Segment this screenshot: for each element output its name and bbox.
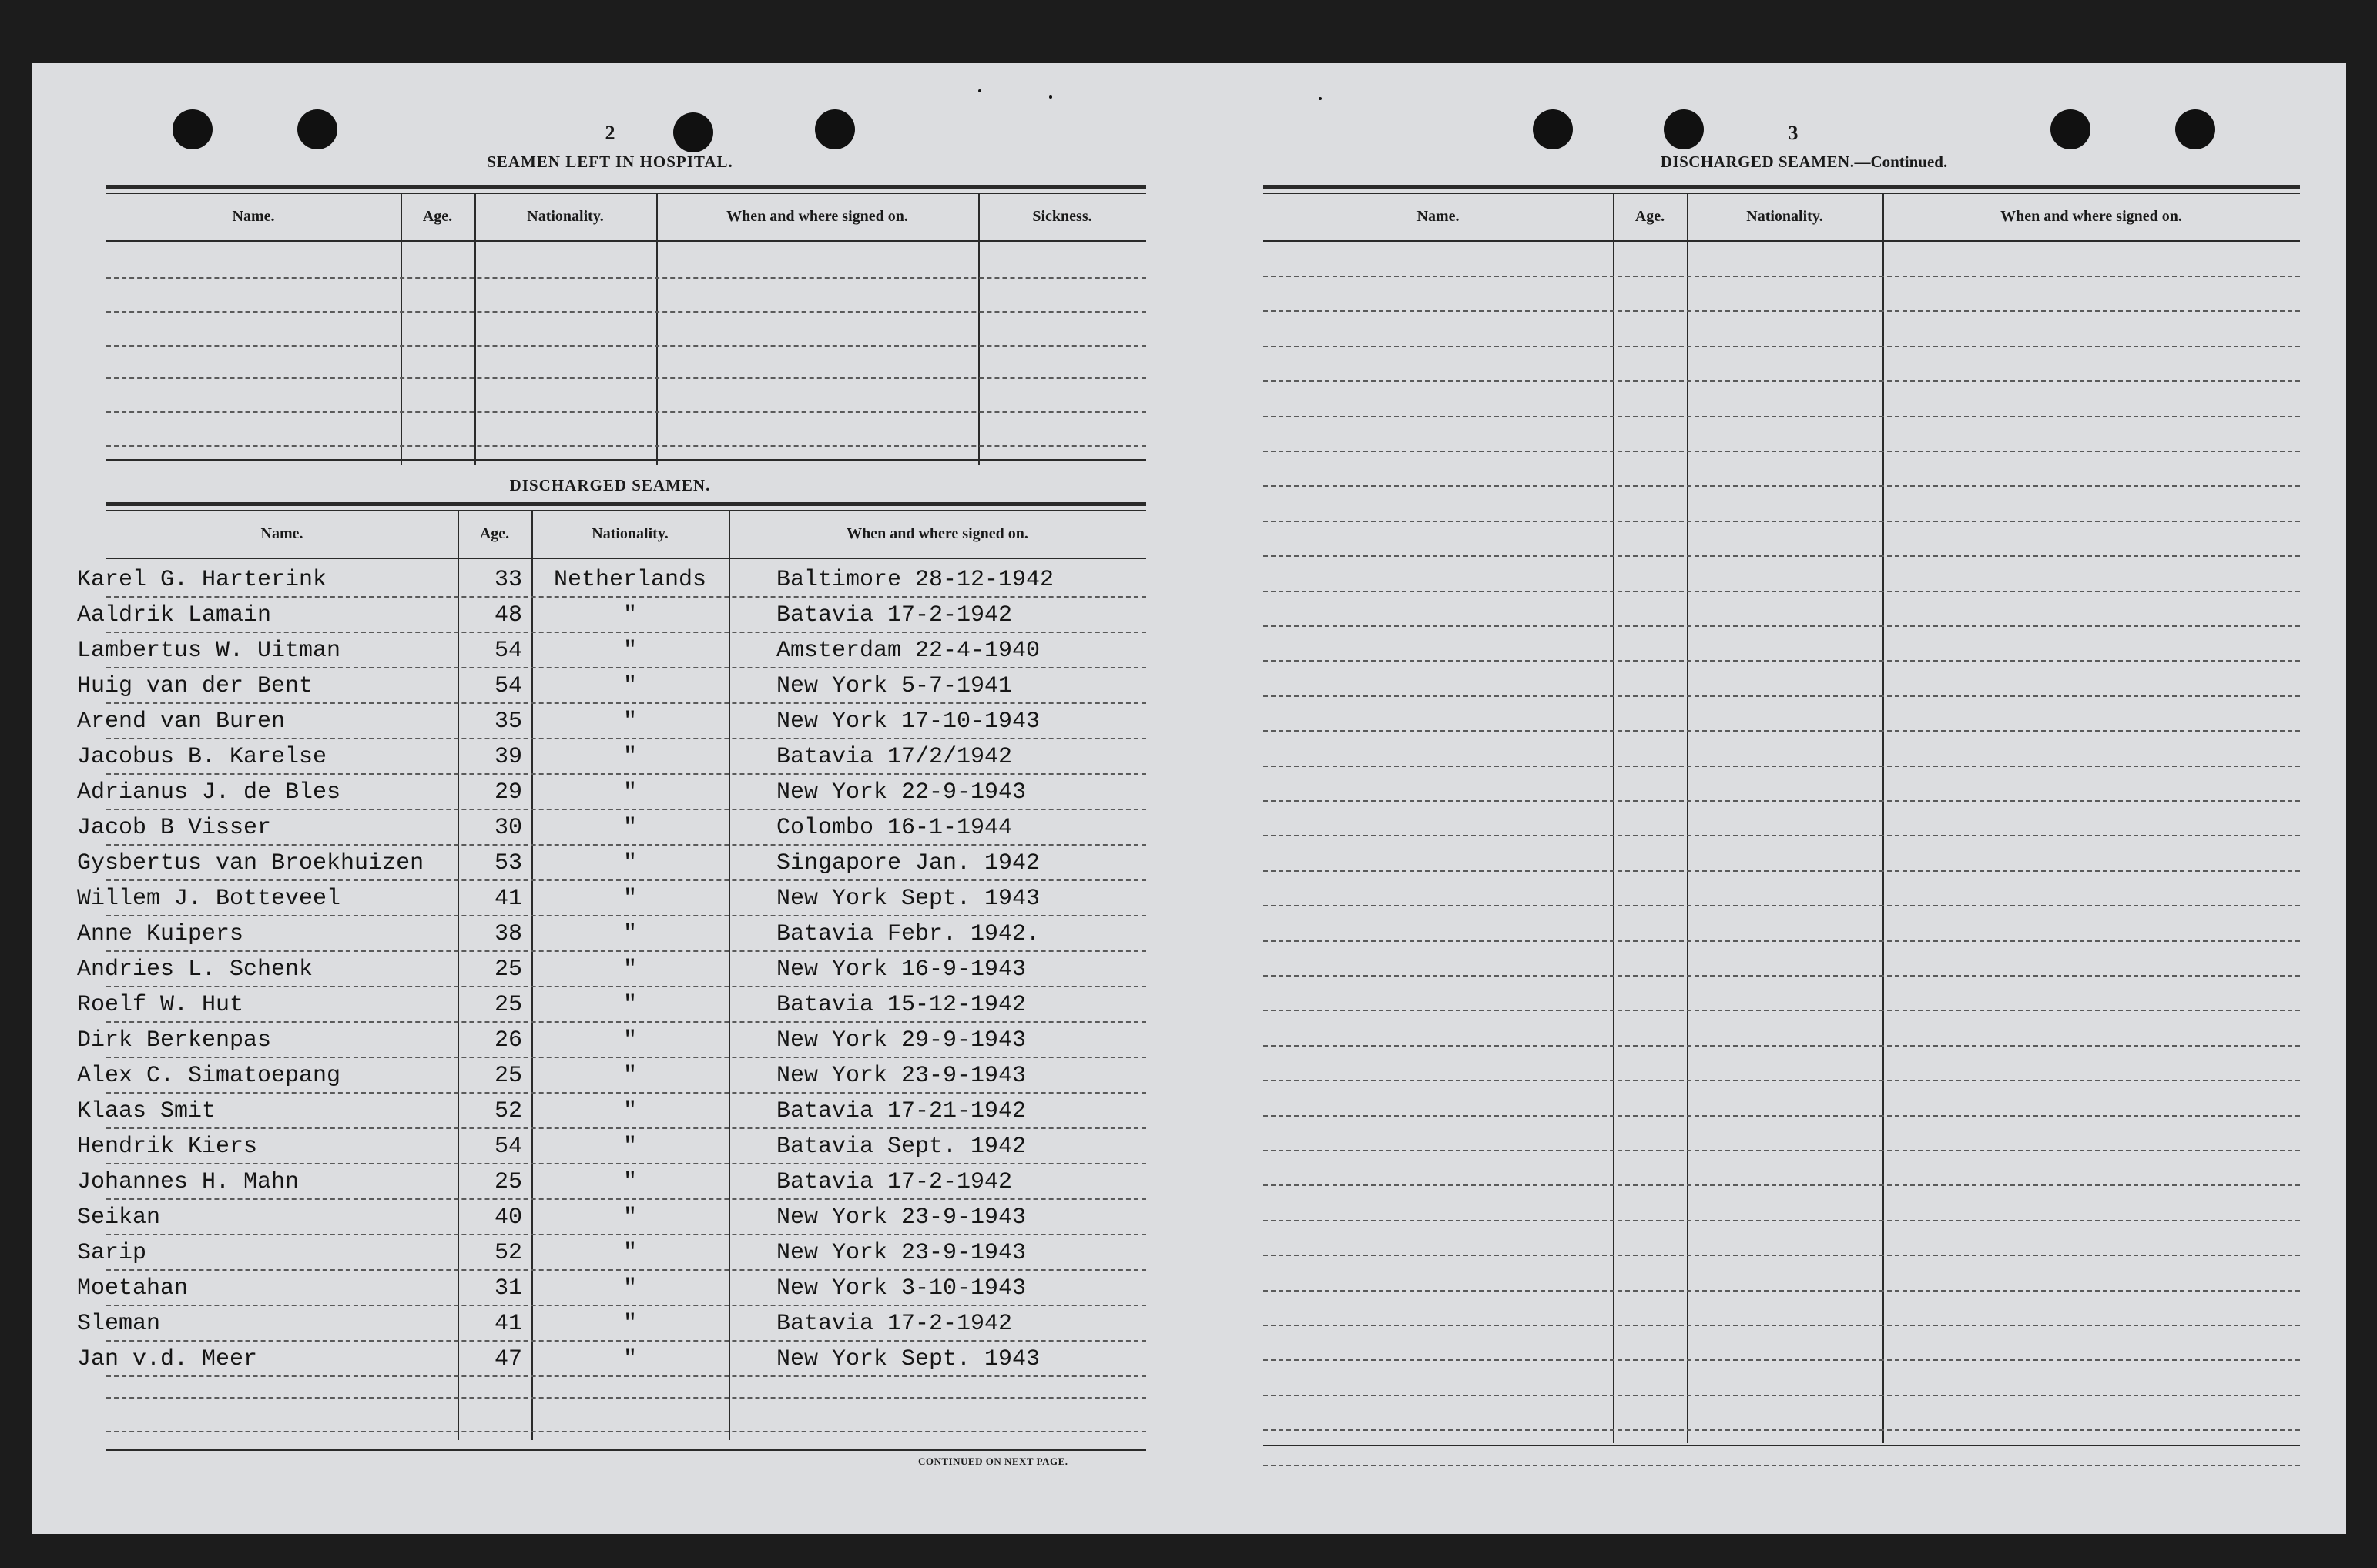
- table-row: [77, 1092, 1146, 1127]
- seaman-signed-on: Batavia 17/2/1942: [776, 744, 1013, 770]
- seaman-age: 35: [494, 709, 522, 735]
- table-row: [77, 915, 1146, 950]
- blank-row-line: [1263, 940, 2300, 942]
- seaman-nationality: ": [622, 602, 637, 628]
- blank-row-line: [1263, 905, 2300, 906]
- discharged-col-name: Name.: [260, 524, 303, 542]
- blank-row-line: [1263, 1115, 2300, 1117]
- table-row: [77, 986, 1146, 1021]
- seaman-name: Dirk Berkenpas: [77, 1027, 272, 1054]
- seaman-name: Alex C. Simatoepang: [77, 1063, 341, 1089]
- seaman-age: 52: [494, 1240, 522, 1266]
- blank-row-line: [1263, 1465, 2300, 1466]
- seaman-name: Huig van der Bent: [77, 673, 313, 699]
- seaman-nationality: ": [622, 709, 637, 735]
- punch-hole: [1533, 109, 1573, 149]
- punch-hole: [2175, 109, 2215, 149]
- discharged-col-signed-on: When and where signed on.: [847, 524, 1028, 542]
- blank-row-line: [1263, 521, 2300, 522]
- seaman-nationality: ": [622, 1063, 637, 1089]
- blank-row-line: [1263, 835, 2300, 836]
- table-row: [77, 809, 1146, 844]
- hospital-table: [106, 185, 1146, 524]
- seaman-nationality: ": [622, 638, 637, 664]
- seaman-name: Hendrik Kiers: [77, 1134, 258, 1160]
- seaman-name: Anne Kuipers: [77, 921, 244, 947]
- table-row: [77, 1305, 1146, 1340]
- blank-row-line: [1263, 1290, 2300, 1292]
- seaman-name: Jacob B Visser: [77, 815, 272, 841]
- seaman-nationality: ": [622, 1027, 637, 1054]
- seaman-signed-on: Batavia 17-2-1942: [776, 1169, 1013, 1195]
- blank-row-line: [1263, 1429, 2300, 1431]
- right-col-nationality: Nationality.: [1746, 207, 1823, 225]
- seaman-signed-on: New York 5-7-1941: [776, 673, 1013, 699]
- seaman-name: Roelf W. Hut: [77, 992, 244, 1018]
- seaman-nationality: ": [622, 1346, 637, 1372]
- punch-hole: [173, 109, 213, 149]
- seaman-age: 48: [494, 602, 522, 628]
- seaman-signed-on: New York 23-9-1943: [776, 1204, 1027, 1231]
- discharged-rows: [77, 558, 1146, 1449]
- seaman-name: Jacobus B. Karelse: [77, 744, 327, 770]
- seaman-nationality: ": [622, 1311, 637, 1337]
- hospital-col-name: Name.: [232, 207, 275, 225]
- table-row: [77, 1127, 1146, 1163]
- seaman-signed-on: Batavia 17-2-1942: [776, 1311, 1013, 1337]
- table-bottom-rule: [106, 1449, 1146, 1451]
- discharged-col-nationality: Nationality.: [592, 524, 669, 542]
- seaman-age: 41: [494, 1311, 522, 1337]
- seaman-signed-on: New York Sept. 1943: [776, 1346, 1041, 1372]
- right-page-title-main: DISCHARGED SEAMEN.: [1660, 152, 1855, 171]
- seaman-name: Gysbertus van Broekhuizen: [77, 850, 424, 876]
- table-row: [77, 773, 1146, 809]
- seaman-nationality: ": [622, 1134, 637, 1160]
- blank-row-line: [1263, 800, 2300, 802]
- seaman-age: 41: [494, 886, 522, 912]
- seaman-signed-on: Singapore Jan. 1942: [776, 850, 1041, 876]
- seaman-age: 30: [494, 815, 522, 841]
- seaman-age: 33: [494, 567, 522, 593]
- right-col-name: Name.: [1416, 207, 1460, 225]
- table-row: [77, 1021, 1146, 1057]
- blank-row-line: [1263, 870, 2300, 872]
- blank-row-line: [106, 1397, 1146, 1399]
- page-number-left: 2: [605, 122, 615, 144]
- blank-row-line: [1263, 1359, 2300, 1361]
- seaman-age: 31: [494, 1275, 522, 1302]
- table-row: [77, 738, 1146, 773]
- hospital-col-age: Age.: [422, 207, 453, 225]
- blank-row-line: [1263, 310, 2300, 312]
- seaman-nationality: ": [622, 957, 637, 983]
- table-row: [77, 667, 1146, 702]
- seaman-age: 54: [494, 1134, 522, 1160]
- blank-row-line: [1263, 1220, 2300, 1221]
- right-page-title: [1557, 152, 2050, 172]
- table-row: [77, 632, 1146, 667]
- speck: [1319, 97, 1322, 100]
- seaman-signed-on: New York 23-9-1943: [776, 1240, 1027, 1266]
- blank-row-line: [1263, 660, 2300, 662]
- seaman-name: Willem J. Botteveel: [77, 886, 341, 912]
- seaman-name: Aaldrik Lamain: [77, 602, 272, 628]
- blank-row-line: [1263, 346, 2300, 347]
- hospital-section-title: SEAMEN LEFT IN HOSPITAL.: [487, 152, 733, 171]
- seaman-signed-on: New York 23-9-1943: [776, 1063, 1027, 1089]
- seaman-age: 47: [494, 1346, 522, 1372]
- seaman-age: 26: [494, 1027, 522, 1054]
- page-number-right: 3: [1788, 122, 1799, 144]
- discharged-continued-table: [1263, 185, 2300, 1471]
- seaman-age: 25: [494, 1063, 522, 1089]
- discharged-col-age: Age.: [479, 524, 510, 542]
- seaman-name: Johannes H. Mahn: [77, 1169, 300, 1195]
- table-row: [77, 1057, 1146, 1092]
- punch-hole: [2050, 109, 2090, 149]
- seaman-age: 25: [494, 957, 522, 983]
- punch-hole: [1664, 109, 1704, 149]
- seaman-nationality: ": [622, 1169, 637, 1195]
- seaman-age: 25: [494, 992, 522, 1018]
- seaman-signed-on: New York 29-9-1943: [776, 1027, 1027, 1054]
- seaman-signed-on: Amsterdam 22-4-1940: [776, 638, 1041, 664]
- seaman-age: 25: [494, 1169, 522, 1195]
- blank-row-line: [1263, 625, 2300, 627]
- seaman-age: 29: [494, 779, 522, 806]
- seaman-nationality: Netherlands: [553, 567, 707, 593]
- blank-row-line: [1263, 380, 2300, 382]
- seaman-age: 53: [494, 850, 522, 876]
- seaman-name: Jan v.d. Meer: [77, 1346, 258, 1372]
- blank-row-line: [1263, 730, 2300, 732]
- table-row: [77, 844, 1146, 879]
- seaman-signed-on: Colombo 16-1-1944: [776, 815, 1013, 841]
- seaman-signed-on: Batavia Febr. 1942.: [776, 921, 1041, 947]
- punch-hole: [815, 109, 855, 149]
- table-row: [77, 950, 1146, 986]
- blank-row-line: [106, 1431, 1146, 1432]
- table-row: [77, 1198, 1146, 1234]
- blank-row-line: [1263, 766, 2300, 767]
- seaman-signed-on: New York 22-9-1943: [776, 779, 1027, 806]
- continued-note: CONTINUED ON NEXT PAGE.: [918, 1456, 1068, 1467]
- seaman-nationality: ": [622, 1275, 637, 1302]
- seaman-nationality: ": [622, 673, 637, 699]
- seaman-nationality: ": [622, 779, 637, 806]
- right-col-age: Age.: [1634, 207, 1665, 225]
- seaman-name: Moetahan: [77, 1275, 189, 1302]
- seaman-name: Arend van Buren: [77, 709, 286, 735]
- blank-row-line: [1263, 1325, 2300, 1326]
- blank-row-line: [1263, 1080, 2300, 1081]
- seaman-signed-on: New York Sept. 1943: [776, 886, 1041, 912]
- hospital-col-signed-on: When and where signed on.: [726, 207, 908, 225]
- table-row: [77, 596, 1146, 632]
- seaman-nationality: ": [622, 1240, 637, 1266]
- blank-row-line: [1263, 485, 2300, 487]
- seaman-nationality: ": [622, 886, 637, 912]
- blank-row-line: [1263, 1395, 2300, 1396]
- right-col-signed-on: When and where signed on.: [2000, 207, 2182, 225]
- document-sheet: [32, 63, 2346, 1534]
- seaman-age: 52: [494, 1098, 522, 1124]
- seaman-age: 54: [494, 673, 522, 699]
- punch-hole: [297, 109, 337, 149]
- seaman-nationality: ": [622, 1098, 637, 1124]
- seaman-nationality: ": [622, 744, 637, 770]
- table-row: [77, 1340, 1146, 1375]
- seaman-nationality: ": [622, 992, 637, 1018]
- right-blank-rows: [1263, 240, 2300, 1471]
- row-dotted-line: [106, 1375, 1146, 1377]
- seaman-nationality: ": [622, 850, 637, 876]
- table-row: [77, 1163, 1146, 1198]
- seaman-age: 40: [494, 1204, 522, 1231]
- seaman-signed-on: Baltimore 28-12-1942: [776, 567, 1054, 593]
- table-row: [77, 879, 1146, 915]
- blank-row-line: [1263, 591, 2300, 592]
- discharged-table: [77, 502, 1146, 1449]
- table-row: [77, 1269, 1146, 1305]
- blank-row-line: [1263, 1010, 2300, 1011]
- speck: [1049, 95, 1052, 99]
- seaman-name: Sleman: [77, 1311, 161, 1337]
- blank-row-line: [1263, 1150, 2300, 1151]
- seaman-signed-on: Batavia 17-21-1942: [776, 1098, 1027, 1124]
- punch-hole: [673, 112, 713, 152]
- blank-row-line: [1263, 1184, 2300, 1186]
- blank-row-line: [1263, 1255, 2300, 1256]
- seaman-age: 38: [494, 921, 522, 947]
- seaman-signed-on: New York 17-10-1943: [776, 709, 1041, 735]
- seaman-name: Karel G. Harterink: [77, 567, 327, 593]
- seaman-signed-on: New York 3-10-1943: [776, 1275, 1027, 1302]
- blank-row-line: [1263, 1045, 2300, 1047]
- discharged-section-title: DISCHARGED SEAMEN.: [509, 476, 711, 494]
- table-row: [77, 561, 1146, 596]
- seaman-name: Adrianus J. de Bles: [77, 779, 341, 806]
- seaman-signed-on: Batavia 17-2-1942: [776, 602, 1013, 628]
- blank-row-line: [1263, 695, 2300, 697]
- blank-row-line: [1263, 451, 2300, 452]
- seaman-age: 54: [494, 638, 522, 664]
- right-page-title-suffix: —Continued.: [1854, 152, 1948, 171]
- blank-row-line: [1263, 416, 2300, 417]
- seaman-nationality: ": [622, 1204, 637, 1231]
- hospital-col-nationality: Nationality.: [527, 207, 604, 225]
- table-row: [77, 1234, 1146, 1269]
- seaman-name: Seikan: [77, 1204, 161, 1231]
- seaman-signed-on: New York 16-9-1943: [776, 957, 1027, 983]
- seaman-nationality: ": [622, 815, 637, 841]
- table-row: [77, 702, 1146, 738]
- seaman-age: 39: [494, 744, 522, 770]
- seaman-name: Klaas Smit: [77, 1098, 216, 1124]
- seaman-name: Sarip: [77, 1240, 147, 1266]
- blank-row-line: [1263, 555, 2300, 557]
- speck: [978, 89, 981, 92]
- blank-row-line: [1263, 975, 2300, 977]
- seaman-nationality: ": [622, 921, 637, 947]
- hospital-col-sickness: Sickness.: [1032, 207, 1092, 225]
- blank-row-line: [1263, 276, 2300, 277]
- seaman-signed-on: Batavia 15-12-1942: [776, 992, 1027, 1018]
- seaman-signed-on: Batavia Sept. 1942: [776, 1134, 1027, 1160]
- seaman-name: Andries L. Schenk: [77, 957, 313, 983]
- seaman-name: Lambertus W. Uitman: [77, 638, 341, 664]
